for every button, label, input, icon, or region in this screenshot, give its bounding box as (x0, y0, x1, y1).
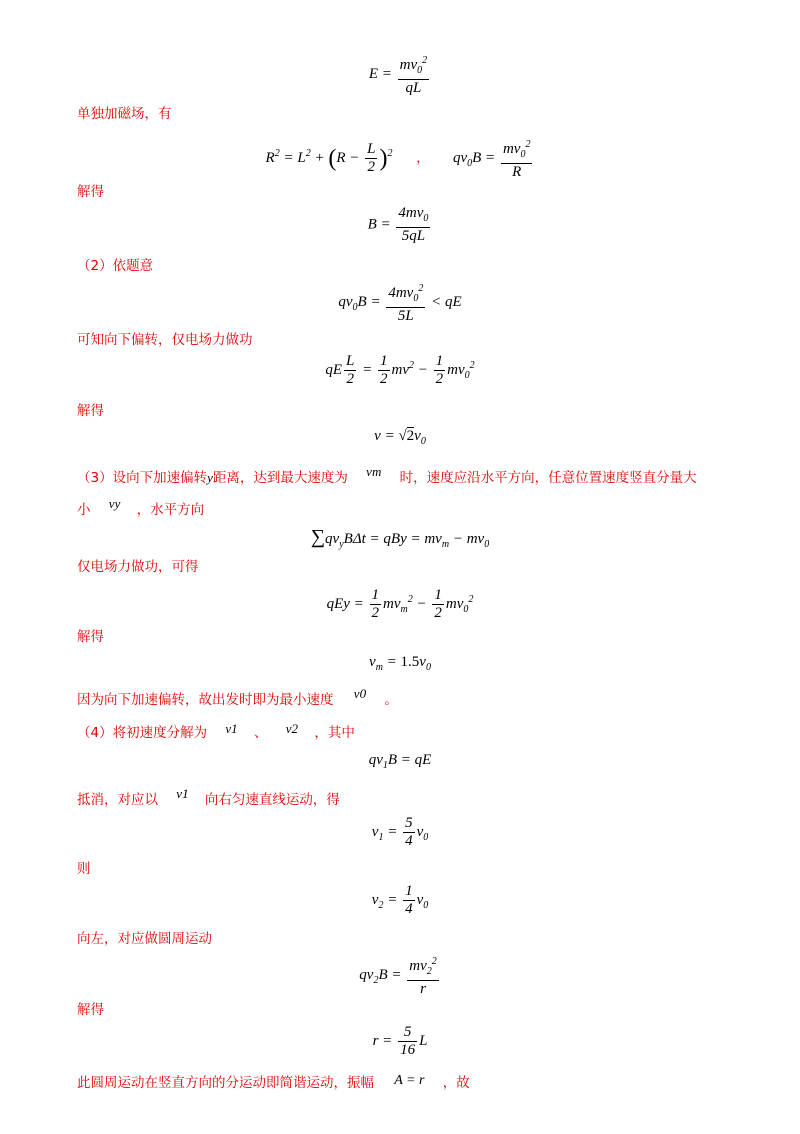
equation-radius: r = $\frac{5}{16}$ L (372, 1024, 428, 1058)
text-line-9: 解得 (77, 629, 104, 645)
text-line-3: （2）依题意 (77, 258, 154, 274)
text-segment: 距离，达到最大速度为 (212, 470, 348, 486)
equation-velocity: $v = √2v_0$ (374, 428, 426, 447)
text-line-13: 则 (77, 861, 91, 877)
text-line-7 (77, 496, 205, 520)
equation-balance: $qv_1B$ = qE (368, 752, 432, 771)
text-segment: ，水平方向 (136, 502, 205, 518)
text-line-2: 解得 (77, 184, 104, 200)
text-line-14: 向左，对应做圆周运动 (77, 931, 212, 947)
text-segment: ，其中 (314, 725, 355, 741)
text-line-6 (77, 464, 697, 488)
equation-force-compare: $qv_0B$ = $\frac{4mv_0^2}{5L}$ < qE (0, 280, 800, 325)
symbol-v2: v2 (285, 721, 299, 736)
text-segment: 时，速度应沿水平方向，任意位置速度竖直分量大 (399, 470, 697, 486)
symbol-vy: vy (108, 496, 121, 511)
text-segment: 、 (253, 725, 268, 741)
text-line-15: 解得 (77, 1002, 104, 1018)
symbol-vm: vm (366, 464, 382, 479)
text-segment: 此圆周运动在竖直方向的分运动即简谐运动，振幅 (77, 1075, 374, 1091)
equation-energy-max: qEy = $\frac{1}{2}$ $mv_m^2$ − $\frac{1}{2}$ $mv_0^2$ (326, 587, 474, 621)
equation-magnetic-radius: $R^2 = L^2 + (R$ − $\frac{L}{2}$ )$^2$ ， $qv_0B$ = $\frac{mv_0^2}{R}$ (0, 136, 800, 181)
equation-momentum-sum: $\sum qv_yB\Delta t$ = qBy = $mv_m - mv_0$ (310, 526, 490, 550)
text-segment: （4）将初速度分解为 (77, 725, 208, 741)
text-segment: 小 (77, 502, 91, 518)
text-segment: 。 (384, 692, 398, 708)
symbol-y: y (207, 470, 213, 485)
text-segment: ，故 (442, 1075, 470, 1091)
symbol-v1: v1 (176, 786, 189, 801)
text-line-16 (77, 1073, 470, 1094)
symbol-v1: v1 (225, 721, 238, 736)
equation-circular-motion: $qv_2B$ = $\frac{mv_2^2}{r}$ (0, 953, 800, 998)
text-line-12 (77, 786, 340, 810)
symbol-amplitude: A = r (394, 1073, 425, 1088)
equation-v2: $v_2$ = $\frac{1}{4}$ $v_0$ (371, 883, 429, 917)
text-segment: （3）设向下加速偏转 (77, 470, 208, 486)
equation-v1: $v_1$ = $\frac{5}{4}$ $v_0$ (371, 815, 429, 849)
text-line-1: 单独加磁场，有 (77, 106, 172, 122)
equation-b-field: B = $\frac{4mv_0}{5qL}$ (367, 205, 429, 244)
equation-e-field: E = $\frac{mv_0^2}{qL}$ (0, 52, 800, 97)
equation-work-energy: qE $\frac{L}{2}$ = $\frac{1}{2}$ $mv^2$ − $\frac{1}{2}$ $mv_0^2$ (325, 353, 475, 387)
text-segment: 向右匀速直线运动，得 (204, 792, 340, 808)
text-line-8: 仅电场力做功，可得 (77, 559, 199, 575)
text-line-4: 可知向下偏转，仅电场力做功 (77, 332, 253, 348)
text-segment: 抵消，对应以 (77, 792, 158, 808)
symbol-v0: v0 (353, 686, 367, 701)
equation-vmax: $v_m = 1.5v_0$ (369, 654, 431, 673)
text-line-10 (77, 686, 398, 710)
text-line-11 (77, 723, 355, 743)
text-segment: 因为向下加速偏转，故出发时即为最小速度 (77, 692, 334, 708)
text-line-5: 解得 (77, 403, 104, 419)
